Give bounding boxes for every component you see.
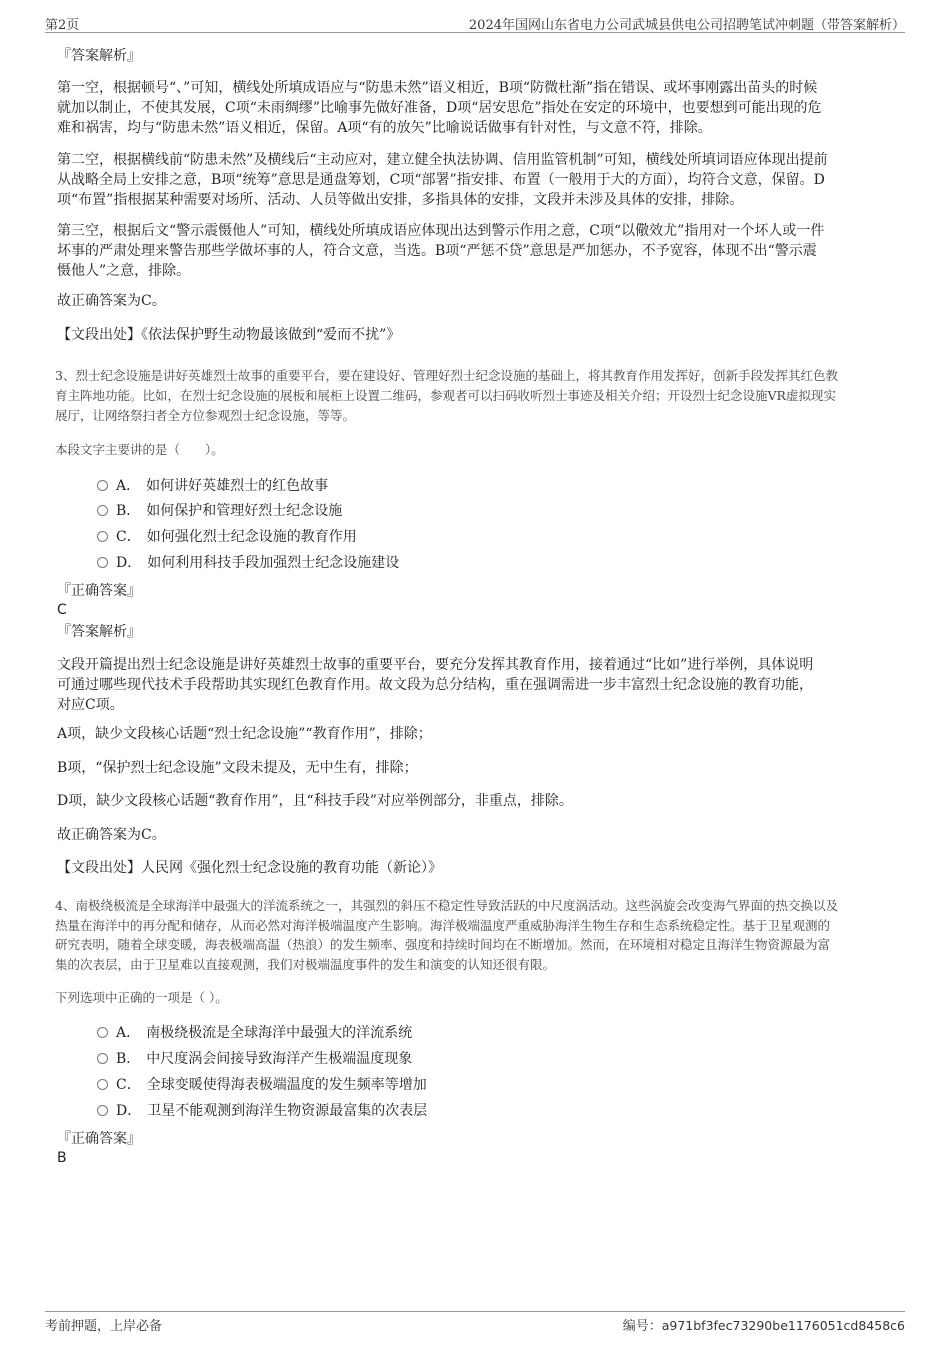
source-citation: 【文段出处】《依法保护野生动物最该做到“爱而不扰”》 xyxy=(57,327,401,343)
answer-label: 『正确答案』 xyxy=(57,583,141,599)
question-stem: 展厅，让网络祭扫者全方位参观烈士纪念设施，等等。 xyxy=(55,408,356,423)
radio-icon[interactable] xyxy=(97,1079,108,1090)
document-title: 2024年国网山东省电力公司武城县供电公司招聘笔试冲刺题（带答案解析） xyxy=(468,18,905,33)
radio-icon[interactable] xyxy=(97,480,108,491)
question-stem: 育主阵地功能。比如，在烈士纪念设施的展板和展柜上设置二维码，参观者可以扫码收听烈士事迹及相关介绍；开设烈士纪念设施VR虚拟现实 xyxy=(55,388,836,403)
analysis-text: D项，缺少文段核心话题“教育作用”，且“科技手段”对应举例部分，非重点，排除。 xyxy=(57,793,573,809)
radio-icon[interactable] xyxy=(97,557,108,568)
option-b[interactable]: B． 中尺度涡会间接导致海洋产生极端温度现象 xyxy=(97,1049,412,1069)
document-id-code: a971bf3fec73290be1176051cd8458c6 xyxy=(661,1318,905,1333)
analysis-text: 慑他人”之意，排除。 xyxy=(57,263,191,279)
question-stem: 热量在海洋中的再分配和储存，从而必然对海洋极端温度产生影响。海洋极端温度严重威胁海洋生物生存和生态系统稳定性。基于卫星观测的 xyxy=(55,918,831,933)
analysis-text: 第三空，根据后文“警示震慑他人”可知，横线处所填成语应体现出达到警示作用之意，C项“以儆效尤”指用对一个坏人或一件 xyxy=(57,223,825,239)
analysis-text: 可通过哪些现代技术手段帮助其实现红色教育作用。故文段为总分结构，重在强调需进一步丰富烈士纪念设施的教育功能， xyxy=(57,677,813,693)
analysis-text: 就加以制止，不使其发展，C项“未雨绸缪”比喻事先做好准备，D项“居安思危”指处在安定的环境中，也要想到可能出现的危 xyxy=(57,100,822,116)
analysis-label: 『答案解析』 xyxy=(57,48,141,64)
analysis-text: 坏事的严肃处理来警告那些学做坏事的人，符合文意，当选。B项“严惩不贷”意思是严加惩办，不予宽容，体现不出“警示震 xyxy=(57,243,817,259)
question-prompt: 本段文字主要讲的是（ ）。 xyxy=(55,442,224,457)
option-a[interactable]: A． 如何讲好英雄烈士的红色故事 xyxy=(97,476,328,496)
radio-icon[interactable] xyxy=(97,531,108,542)
question-stem: 3、烈士纪念设施是讲好英雄烈士故事的重要平台，要在建设好、管理好烈士纪念设施的基础上，将其教育作用发挥好，创新手段发挥其红色教 xyxy=(55,368,838,383)
option-a[interactable]: A． 南极绕极流是全球海洋中最强大的洋流系统 xyxy=(97,1023,412,1043)
radio-icon[interactable] xyxy=(97,1053,108,1064)
conclusion: 故正确答案为C。 xyxy=(57,293,166,309)
document-id-label: 编号： xyxy=(622,1319,662,1334)
document-id xyxy=(623,1315,905,1334)
source-citation: 【文段出处】人民网《强化烈士纪念设施的教育功能（新论）》 xyxy=(57,860,442,876)
question-stem: 4、南极绕极流是全球海洋中最强大的洋流系统之一，其强烈的斜压不稳定性导致活跃的中尺度涡活动。这些涡旋会改变海气界面的热交换以及 xyxy=(55,898,838,913)
analysis-text: 项“布置”指根据某种需要对场所、活动、人员等做出安排，多指具体的安排，文段并未涉及具体的安排，排除。 xyxy=(57,192,744,208)
footer-slogan: 考前押题，上岸必备 xyxy=(45,1319,163,1334)
conclusion: 故正确答案为C。 xyxy=(57,827,166,843)
analysis-text: B项，“保护烈士纪念设施”文段未提及，无中生有，排除； xyxy=(57,760,418,776)
radio-icon[interactable] xyxy=(97,1027,108,1038)
option-d[interactable]: D． 如何利用科技手段加强烈士纪念设施建设 xyxy=(97,553,399,573)
analysis-text: 从战略全局上安排之意，B项“统筹”意思是通盘筹划，C项“部署”指安排、布置（一般用于大的方面），均符合文意，保留。D xyxy=(57,172,825,188)
radio-icon[interactable] xyxy=(97,505,108,516)
page-number: 第2页 xyxy=(45,18,80,33)
option-d[interactable]: D． 卫星不能观测到海洋生物资源最富集的次表层 xyxy=(97,1101,427,1121)
correct-answer: C xyxy=(57,602,67,618)
radio-icon[interactable] xyxy=(97,1105,108,1116)
analysis-text: 对应C项。 xyxy=(57,697,124,713)
correct-answer: B xyxy=(57,1150,67,1166)
question-prompt: 下列选项中正确的一项是（ ）。 xyxy=(55,990,228,1005)
option-c[interactable]: C． 如何强化烈士纪念设施的教育作用 xyxy=(97,527,357,547)
question-stem: 研究表明，随着全球变暖，海表极端高温（热浪）的发生频率、强度和持续时间均在不断增加。然而，在环境相对稳定且海洋生物资源最为富 xyxy=(55,937,831,952)
page-footer xyxy=(45,1311,905,1336)
analysis-text: A项，缺少文段核心话题“烈士纪念设施”“教育作用”，排除； xyxy=(57,726,432,742)
analysis-label: 『答案解析』 xyxy=(57,624,141,640)
option-c[interactable]: C． 全球变暖使得海表极端温度的发生频率等增加 xyxy=(97,1075,427,1095)
question-stem: 集的次表层，由于卫星难以直接观测，我们对极端温度事件的发生和演变的认知还很有限。 xyxy=(55,957,556,972)
page-header xyxy=(45,12,905,33)
answer-label: 『正确答案』 xyxy=(57,1131,141,1147)
analysis-text: 难和祸害，均与“防患未然”语义相近，保留。A项“有的放矢”比喻说话做事有针对性，与文意不符，排除。 xyxy=(57,120,712,136)
option-b[interactable]: B． 如何保护和管理好烈士纪念设施 xyxy=(97,501,342,521)
analysis-text: 第二空，根据横线前“防患未然”及横线后“主动应对，建立健全执法协调、信用监管机制”可知，横线处所填词语应体现出提前 xyxy=(57,152,828,168)
analysis-text: 文段开篇提出烈士纪念设施是讲好英雄烈士故事的重要平台，要充分发挥其教育作用，接着通过“比如”进行举例，具体说明 xyxy=(57,657,814,673)
analysis-text: 第一空，根据顿号“、”可知，横线处所填成语应与“防患未然”语义相近，B项“防微杜渐”指在错误、或坏事刚露出苗头的时候 xyxy=(57,80,818,96)
